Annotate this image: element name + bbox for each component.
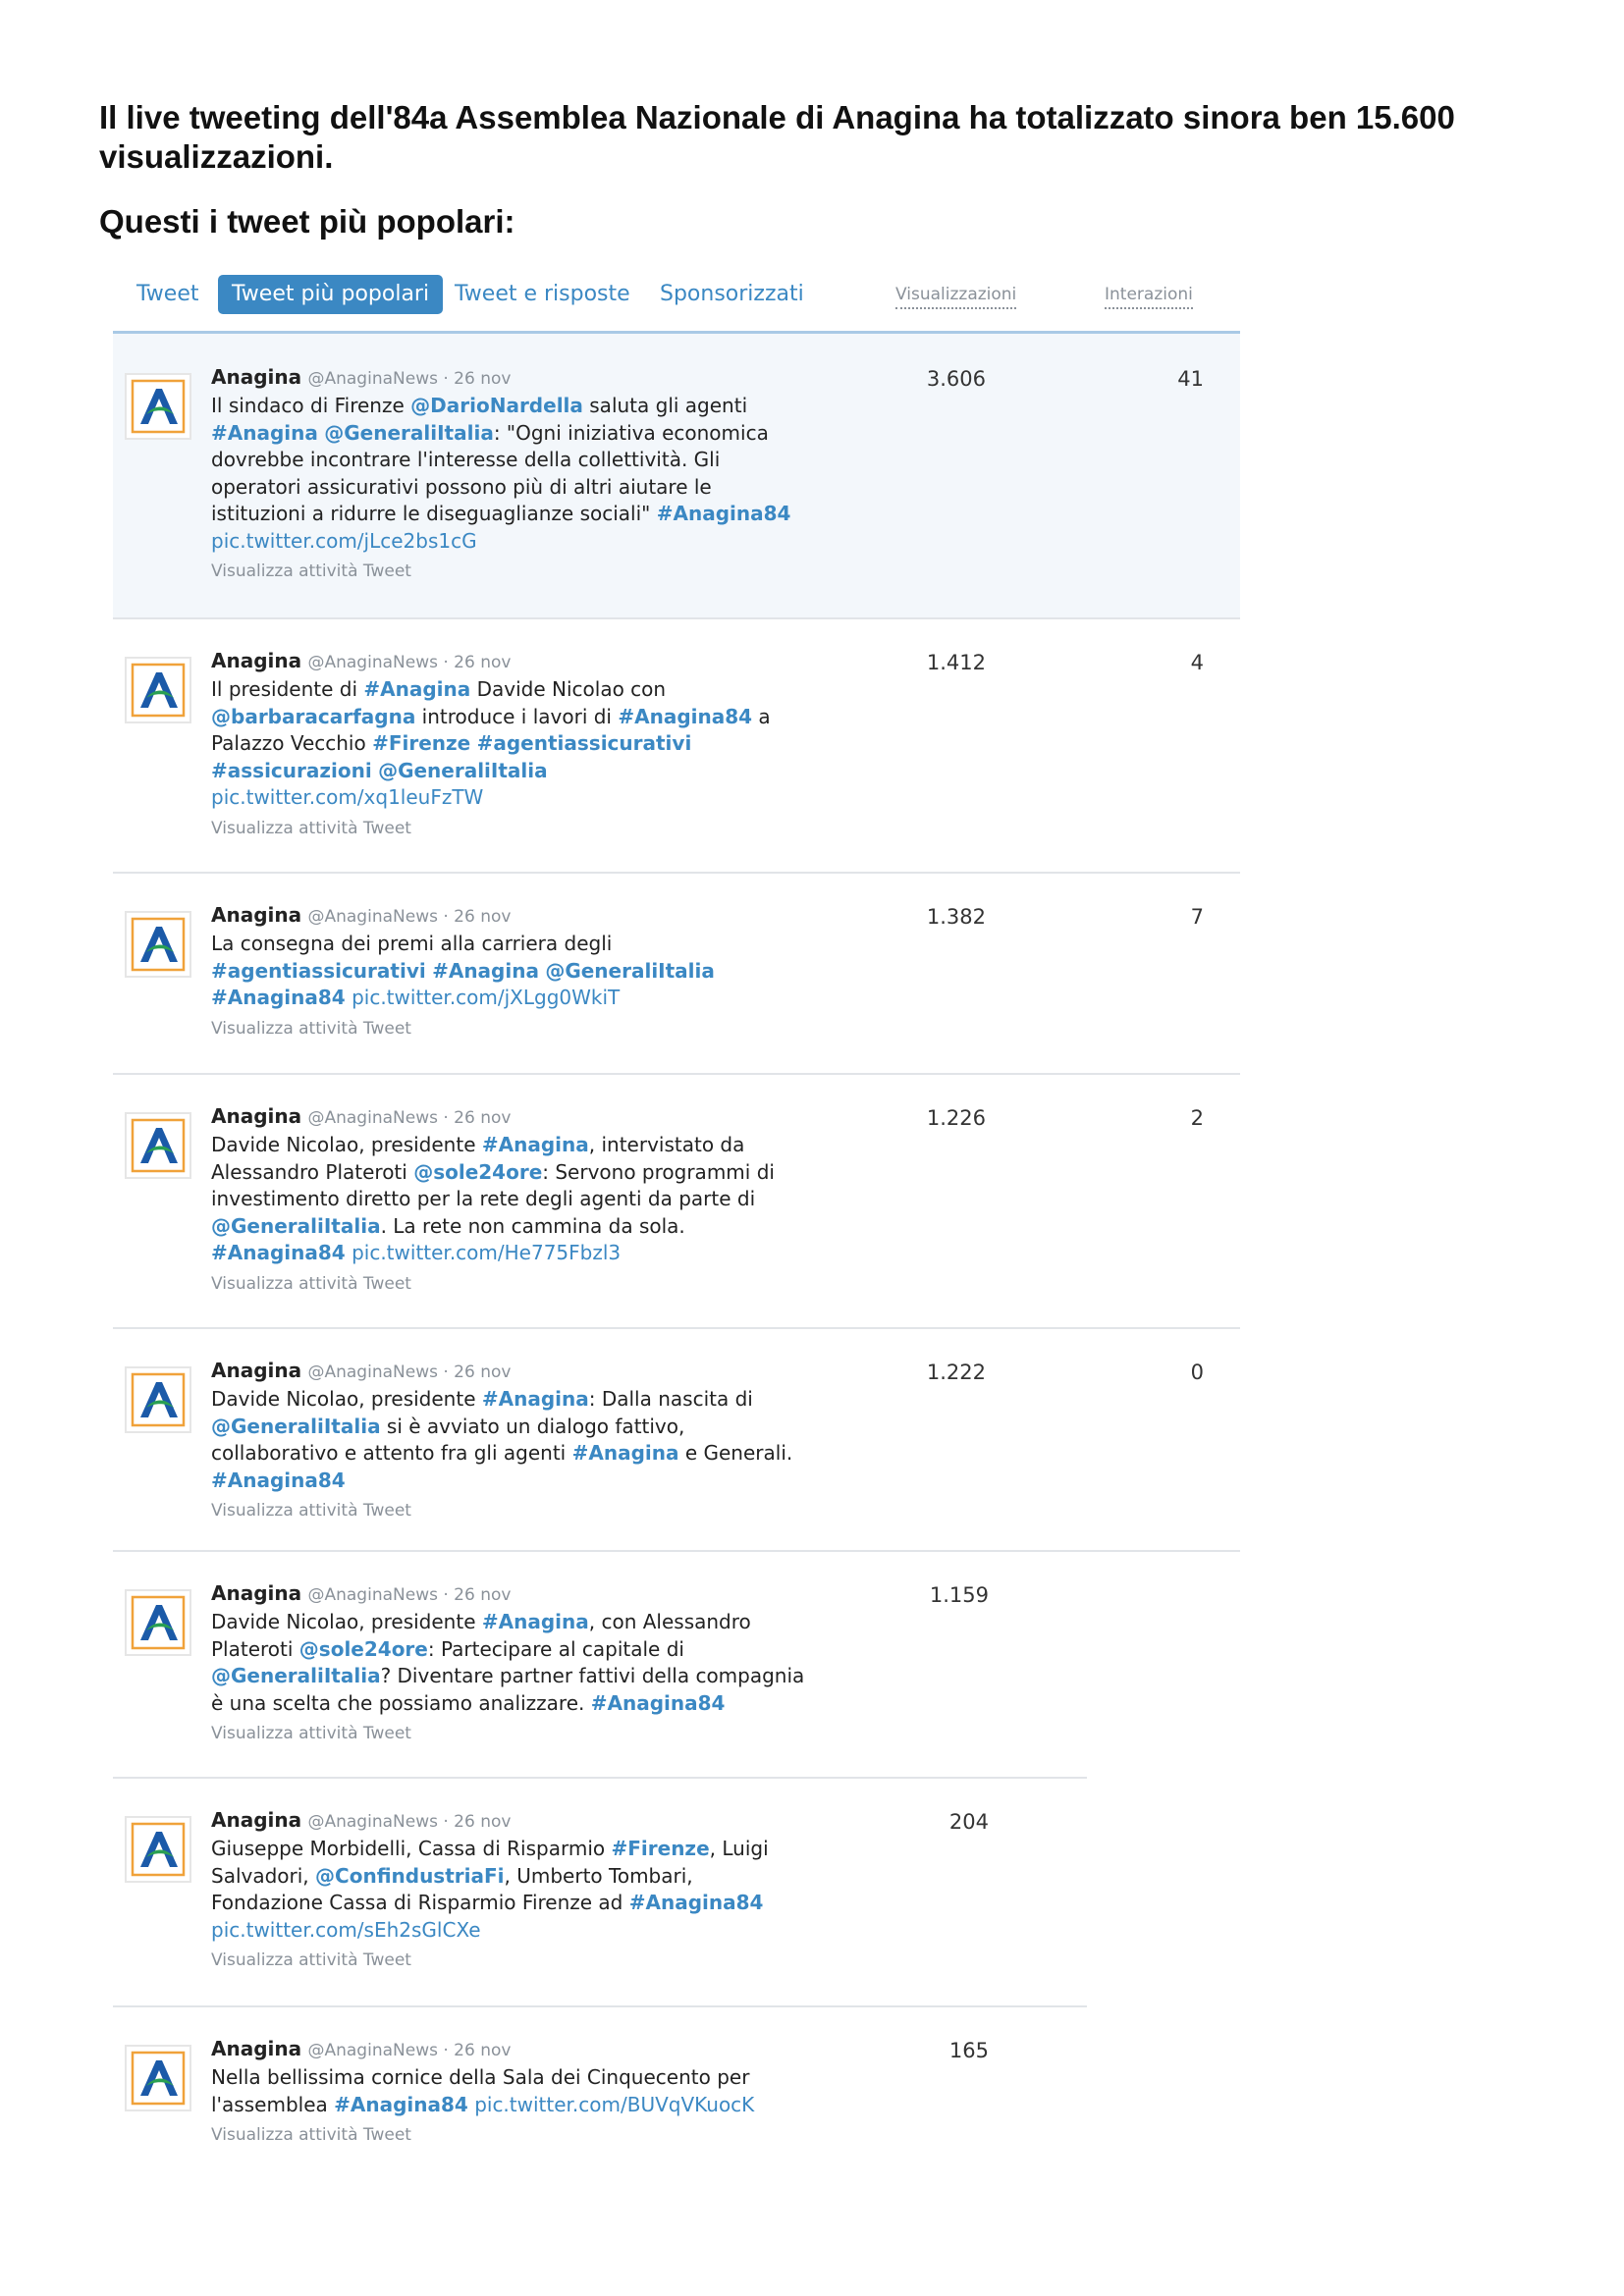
author-handle[interactable]: @AnaginaNews <box>307 1362 438 1382</box>
meta-separator: · <box>437 1585 455 1605</box>
tweet-text-line <box>211 1213 839 1241</box>
tweet-header <box>211 2035 839 2064</box>
intro-text <box>99 98 1552 177</box>
author-handle[interactable]: @AnaginaNews <box>307 907 438 927</box>
text-segment: : Servono programmi di <box>542 1159 775 1184</box>
tweet-body <box>211 1357 839 1525</box>
hashtag-or-mention-link[interactable]: #Anagina84 <box>211 1241 346 1264</box>
author-name[interactable]: Anagina <box>211 365 302 389</box>
column-header-views[interactable]: Visualizzazioni <box>895 285 1016 309</box>
tweet-text-line <box>211 958 839 986</box>
text-segment: è una scelta che possiamo analizzare. <box>211 1690 591 1715</box>
text-segment: introduce i lavori di <box>415 704 619 728</box>
hashtag-or-mention-link[interactable]: @DarioNardella <box>410 394 583 417</box>
tweet-text-line <box>211 1836 839 1863</box>
tweet-body <box>211 901 839 1043</box>
meta-separator: · <box>437 653 455 672</box>
text-segment: ? Diventare partner fattivi della compagnia <box>380 1664 805 1687</box>
tweet-body <box>211 1806 839 1975</box>
avatar[interactable] <box>125 2045 191 2111</box>
tweet-text <box>211 1609 839 1717</box>
tweet-text-line <box>211 1917 839 1945</box>
tweet-text <box>211 1836 839 1944</box>
hashtag-or-mention-link[interactable]: #Anagina <box>211 420 318 445</box>
tweet-text-line <box>211 1663 839 1690</box>
tweet-header <box>211 1102 839 1132</box>
author-name[interactable]: Anagina <box>211 903 302 927</box>
view-tweet-activity-link[interactable]: Visualizza attività Tweet <box>211 1950 411 1970</box>
tweet-text-line <box>211 1636 839 1664</box>
text-segment: . La rete non cammina da sola. <box>380 1213 685 1238</box>
tweet-text-line <box>211 393 839 420</box>
hashtag-or-mention-link[interactable]: #Anagina <box>481 1610 589 1633</box>
author-name[interactable]: Anagina <box>211 649 302 672</box>
hashtag-or-mention-link[interactable]: @GeneraliItalia <box>211 1664 381 1687</box>
views-count: 165 <box>948 2039 989 2062</box>
tweet-text <box>211 1132 839 1267</box>
tweet-text-line <box>211 1863 839 1891</box>
hashtag-or-mention-link[interactable]: #agentiassicurativi <box>211 958 426 983</box>
avatar[interactable] <box>125 911 191 978</box>
tweet-text-line <box>211 1440 839 1468</box>
tweet-text <box>211 931 839 1012</box>
meta-separator: · <box>437 1812 455 1832</box>
tweet-text <box>211 393 839 555</box>
pic-link[interactable]: pic.twitter.com/jXLgg0WkiT <box>352 986 621 1009</box>
interactions-count: 0 <box>1190 1361 1204 1384</box>
text-segment: Il presidente di <box>211 677 364 701</box>
views-count: 1.226 <box>926 1106 986 1130</box>
column-header-interactions[interactable]: Interazioni <box>1105 285 1193 309</box>
text-segment: istituzioni a ridurre le diseguaglianze sociali" <box>211 502 657 525</box>
text-segment: operatori assicurativi possono più di altri aiutare le <box>211 474 712 499</box>
pic-link[interactable]: pic.twitter.com/jLce2bs1cG <box>211 528 477 553</box>
views-count: 1.412 <box>926 651 986 674</box>
avatar[interactable] <box>125 657 191 723</box>
text-segment: Davide Nicolao, presidente <box>211 1387 482 1411</box>
tweet-text-line <box>211 985 839 1012</box>
tweet-text-line <box>211 676 839 704</box>
tweet-row[interactable] <box>113 1327 1240 1552</box>
text-segment: a <box>752 704 771 728</box>
author-handle[interactable]: @AnaginaNews <box>307 1812 438 1832</box>
hashtag-or-mention-link[interactable]: #Firenze <box>611 1837 710 1860</box>
pic-link[interactable]: pic.twitter.com/BUVqVKuocK <box>474 2092 755 2116</box>
text-segment: saluta gli agenti <box>582 394 748 417</box>
meta-separator: · <box>437 369 455 389</box>
tweet-text-line <box>211 528 839 556</box>
hashtag-or-mention-link[interactable]: #Anagina84 <box>618 704 753 728</box>
anagina-logo-icon <box>127 1591 189 1654</box>
hashtag-or-mention-link[interactable]: @GeneraliItalia <box>545 958 715 983</box>
tweet-row[interactable] <box>113 1550 1087 1779</box>
meta-separator: · <box>437 2041 455 2060</box>
text-segment: Davide Nicolao, presidente <box>211 1133 482 1156</box>
tweet-row[interactable] <box>113 2005 1087 2153</box>
tweet-text-line <box>211 1609 839 1636</box>
text-segment: , Umberto Tombari, <box>504 1863 693 1888</box>
tweet-text <box>211 676 839 812</box>
hashtag-or-mention-link[interactable]: #assicurazioni <box>211 758 372 782</box>
text-segment: La consegna dei premi alla carriera degli <box>211 932 613 955</box>
author-name[interactable]: Anagina <box>211 2037 302 2060</box>
tweet-header <box>211 901 839 931</box>
tweet-text-line <box>211 447 839 474</box>
tab-tweets-and-replies[interactable]: Tweet e risposte <box>455 282 630 306</box>
tweet-text-line <box>211 501 839 528</box>
tweet-text-line <box>211 1186 839 1213</box>
tab-tweet[interactable]: Tweet <box>136 282 199 306</box>
interactions-count: 2 <box>1190 1106 1204 1130</box>
tweet-row[interactable] <box>113 617 1240 874</box>
text-segment: , con Alessandro <box>588 1610 751 1633</box>
tweet-header <box>211 1357 839 1386</box>
tweet-date[interactable]: 26 nov <box>454 1108 512 1128</box>
pic-link[interactable]: pic.twitter.com/sEh2sGlCXe <box>211 1917 481 1942</box>
hashtag-or-mention-link[interactable]: @barbaracarfagna <box>211 704 416 728</box>
hashtag-or-mention-link[interactable]: @GeneraliItalia <box>324 420 494 445</box>
view-tweet-activity-link[interactable]: Visualizza attività Tweet <box>211 1273 411 1294</box>
tweet-header <box>211 1806 839 1836</box>
tweet-text-line <box>211 1690 839 1718</box>
subheading: Questi i tweet più popolari: <box>99 203 515 240</box>
intro-line-1: Il live tweeting dell'84a Assemblea Nazionale di Anagina ha totalizzato sinora ben 15.600 <box>99 99 1455 135</box>
tweet-text-line <box>211 730 839 758</box>
view-tweet-activity-link[interactable]: Visualizza attività Tweet <box>211 1501 411 1521</box>
hashtag-or-mention-link[interactable]: #Anagina <box>432 958 539 983</box>
hashtag-or-mention-link[interactable]: #Anagina <box>481 1387 589 1411</box>
intro-line-2: visualizzazioni. <box>99 138 334 175</box>
hashtag-or-mention-link[interactable]: @sole24ore <box>413 1159 543 1184</box>
tab-popular-tweets[interactable]: Tweet più popolari <box>218 275 443 314</box>
hashtag-or-mention-link[interactable]: #Anagina84 <box>211 986 346 1009</box>
text-segment: e Generali. <box>678 1441 793 1465</box>
text-segment: Fondazione Cassa di Risparmio Firenze ad <box>211 1891 629 1914</box>
tweet-text-line <box>211 931 839 958</box>
tweet-row[interactable] <box>113 872 1240 1075</box>
author-handle[interactable]: @AnaginaNews <box>307 653 438 672</box>
anagina-logo-icon <box>127 1368 189 1431</box>
interactions-count: 7 <box>1190 905 1204 929</box>
text-segment: Alessandro Plateroti <box>211 1159 414 1184</box>
text-segment: dovrebbe incontrare l'interesse della collettività. Gli <box>211 448 721 471</box>
text-segment: : "Ogni iniziativa economica <box>493 420 769 445</box>
text-segment: collaborativo e attento fra gli agenti <box>211 1441 572 1465</box>
text-segment: Il sindaco di Firenze <box>211 394 411 417</box>
tweet-text-line <box>211 758 839 785</box>
meta-separator: · <box>437 1108 455 1128</box>
tweet-text-line <box>211 474 839 502</box>
author-handle[interactable]: @AnaginaNews <box>307 1585 438 1605</box>
tweet-date[interactable]: 26 nov <box>454 369 512 389</box>
tweet-text-line <box>211 1159 839 1187</box>
pic-link[interactable]: pic.twitter.com/He775Fbzl3 <box>352 1241 622 1264</box>
tweet-row[interactable] <box>113 1073 1240 1329</box>
tweet-text-line <box>211 420 839 448</box>
views-count: 1.382 <box>926 905 986 929</box>
anagina-logo-icon <box>127 659 189 721</box>
hashtag-or-mention-link[interactable]: @ConfindustriaFi <box>315 1863 505 1888</box>
text-segment: , Luigi <box>709 1837 769 1860</box>
tweet-date[interactable]: 26 nov <box>454 1812 512 1832</box>
hashtag-or-mention-link[interactable]: @GeneraliItalia <box>378 758 548 782</box>
text-segment: Nella bellissima cornice della Sala dei Cinquecento per <box>211 2065 750 2089</box>
tweet-text <box>211 2064 839 2118</box>
tweet-header <box>211 647 839 676</box>
hashtag-or-mention-link[interactable]: #Anagina84 <box>334 2092 468 2116</box>
tweet-text-line <box>211 1386 839 1414</box>
tweet-text-line <box>211 2064 839 2092</box>
tweet-date[interactable]: 26 nov <box>454 653 512 672</box>
anagina-logo-icon <box>127 2047 189 2109</box>
hashtag-or-mention-link[interactable]: #Anagina <box>481 1133 589 1156</box>
tweet-date[interactable]: 26 nov <box>454 907 512 927</box>
tweet-text-line <box>211 704 839 731</box>
tweet-row[interactable] <box>113 334 1240 619</box>
view-tweet-activity-link[interactable]: Visualizza attività Tweet <box>211 818 411 838</box>
hashtag-or-mention-link[interactable]: #Firenze <box>372 731 471 755</box>
hashtag-or-mention-link[interactable]: #Anagina <box>363 677 471 701</box>
tweet-text-line <box>211 1414 839 1441</box>
avatar[interactable] <box>125 1112 191 1179</box>
tweet-body <box>211 363 839 586</box>
tweet-body <box>211 1579 839 1748</box>
text-segment: Davide Nicolao con <box>470 677 667 701</box>
avatar[interactable] <box>125 1589 191 1656</box>
tweet-body <box>211 1102 839 1299</box>
text-segment: : Partecipare al capitale di <box>427 1636 684 1661</box>
tweet-text-line <box>211 2092 839 2119</box>
text-segment: Giuseppe Morbidelli, Cassa di Risparmio <box>211 1837 612 1860</box>
tweet-text-line <box>211 1240 839 1267</box>
views-count: 204 <box>948 1810 989 1834</box>
tweet-row[interactable] <box>113 1777 1087 2007</box>
tweet-text-line <box>211 1468 839 1495</box>
tab-sponsored[interactable]: Sponsorizzati <box>660 282 804 306</box>
avatar[interactable] <box>125 373 191 440</box>
tweet-date[interactable]: 26 nov <box>454 1362 512 1382</box>
tab-bar <box>99 273 1238 320</box>
author-handle[interactable]: @AnaginaNews <box>307 369 438 389</box>
anagina-logo-icon <box>127 375 189 438</box>
tweet-date[interactable]: 26 nov <box>454 1585 512 1605</box>
hashtag-or-mention-link[interactable]: #Anagina84 <box>628 1891 764 1914</box>
views-count: 3.606 <box>926 367 986 391</box>
meta-separator: · <box>437 1362 455 1382</box>
text-segment: si è avviato un dialogo fattivo, <box>380 1414 685 1438</box>
pic-link[interactable]: pic.twitter.com/xq1leuFzTW <box>211 785 484 809</box>
text-segment: investimento diretto per la rete degli agenti da parte di <box>211 1187 756 1210</box>
author-name[interactable]: Anagina <box>211 1808 302 1832</box>
text-segment: Plateroti <box>211 1636 299 1661</box>
author-handle[interactable]: @AnaginaNews <box>307 1108 438 1128</box>
hashtag-or-mention-link[interactable]: #Anagina84 <box>656 502 791 525</box>
anagina-logo-icon <box>127 1818 189 1881</box>
author-name[interactable]: Anagina <box>211 1359 302 1382</box>
tweet-header <box>211 1579 839 1609</box>
author-handle[interactable]: @AnaginaNews <box>307 2041 438 2060</box>
text-segment: , intervistato da <box>588 1133 745 1156</box>
text-segment: Davide Nicolao, presidente <box>211 1610 482 1633</box>
hashtag-or-mention-link[interactable]: @GeneraliItalia <box>211 1213 381 1238</box>
tweet-text <box>211 1386 839 1494</box>
tweet-header <box>211 363 839 393</box>
hashtag-or-mention-link[interactable]: @sole24ore <box>298 1636 428 1661</box>
text-segment: : Dalla nascita di <box>588 1387 753 1411</box>
tweet-text-line <box>211 1890 839 1917</box>
interactions-count: 4 <box>1190 651 1204 674</box>
hashtag-or-mention-link[interactable]: #Anagina84 <box>211 1468 346 1492</box>
text-segment: l'assemblea <box>211 2092 335 2116</box>
hashtag-or-mention-link[interactable]: #agentiassicurativi <box>476 731 692 755</box>
hashtag-or-mention-link[interactable]: #Anagina <box>571 1441 679 1465</box>
view-tweet-activity-link[interactable]: Visualizza attività Tweet <box>211 2125 411 2145</box>
tweet-text-line <box>211 1132 839 1159</box>
author-name[interactable]: Anagina <box>211 1104 302 1128</box>
text-segment: Palazzo Vecchio <box>211 731 373 755</box>
interactions-count: 41 <box>1177 367 1204 391</box>
avatar[interactable] <box>125 1816 191 1883</box>
hashtag-or-mention-link[interactable]: @GeneraliItalia <box>211 1414 381 1438</box>
tweet-body <box>211 2035 839 2150</box>
tweet-body <box>211 647 839 843</box>
views-count: 1.222 <box>926 1361 986 1384</box>
author-name[interactable]: Anagina <box>211 1581 302 1605</box>
meta-separator: · <box>437 907 455 927</box>
text-segment: Salvadori, <box>211 1863 316 1888</box>
view-tweet-activity-link[interactable]: Visualizza attività Tweet <box>211 561 411 581</box>
tweet-text-line <box>211 784 839 812</box>
anagina-logo-icon <box>127 913 189 976</box>
view-tweet-activity-link[interactable]: Visualizza attività Tweet <box>211 1018 411 1039</box>
hashtag-or-mention-link[interactable]: #Anagina84 <box>590 1690 726 1715</box>
avatar[interactable] <box>125 1366 191 1433</box>
anagina-logo-icon <box>127 1114 189 1177</box>
view-tweet-activity-link[interactable]: Visualizza attività Tweet <box>211 1724 411 1743</box>
views-count: 1.159 <box>929 1583 989 1607</box>
tweet-date[interactable]: 26 nov <box>454 2041 512 2060</box>
